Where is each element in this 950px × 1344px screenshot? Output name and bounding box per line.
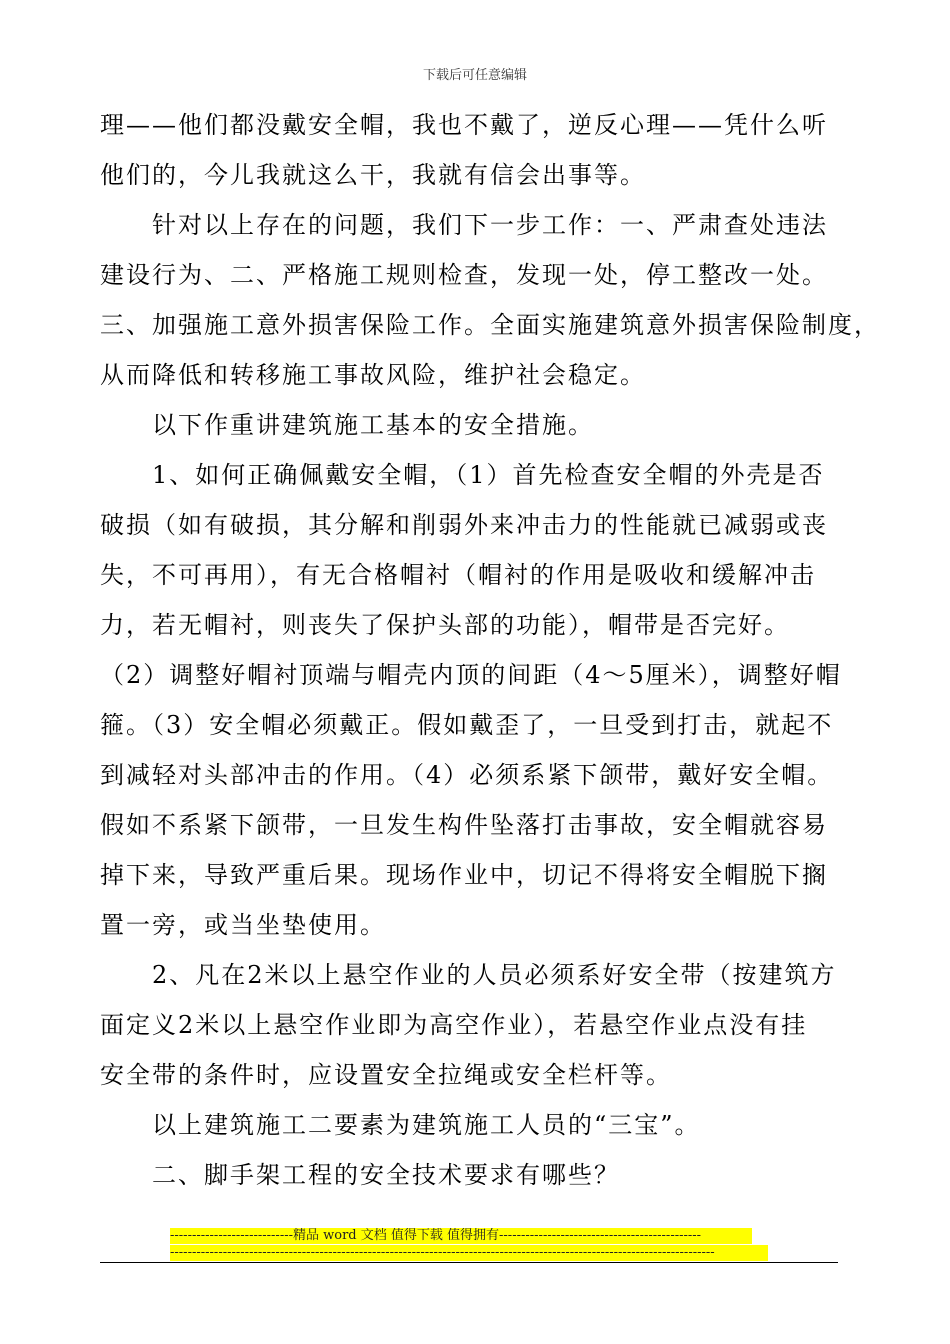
text-line: （2）调整好帽衬顶端与帽壳内顶的间距（4～5厘米），调整好帽 bbox=[100, 661, 842, 689]
footer-dash-line: ---------------------------------------------------------------------------------------------------------------------------- bbox=[170, 1245, 768, 1261]
text-line: 建设行为、二、严格施工规则检查，发现一处，停工整改一处。 bbox=[100, 261, 828, 289]
text-line: 破损（如有破损，其分解和削弱外来冲击力的性能就已减弱或丧 bbox=[100, 511, 828, 539]
text-line: 失，不可再用），有无合格帽衬（帽衬的作用是吸收和缓解冲击 bbox=[100, 561, 816, 589]
text-line: 从而降低和转移施工事故风险，维护社会稳定。 bbox=[100, 361, 646, 389]
footer-divider bbox=[100, 1262, 838, 1263]
text-line: 安全带的条件时，应设置安全拉绳或安全栏杆等。 bbox=[100, 1061, 672, 1089]
text-line: 到减轻对头部冲击的作用。（4）必须系紧下颌带，戴好安全帽。 bbox=[100, 761, 834, 789]
text-line: 面定义2米以上悬空作业即为高空作业），若悬空作业点没有挂 bbox=[100, 1011, 808, 1039]
text-line: 掉下来，导致严重后果。现场作业中，切记不得将安全帽脱下搁 bbox=[100, 861, 828, 889]
text-line: 针对以上存在的问题，我们下一步工作：一、严肃查处违法 bbox=[100, 211, 828, 239]
text-line: 置一旁，或当坐垫使用。 bbox=[100, 911, 386, 939]
text-line: 以下作重讲建筑施工基本的安全措施。 bbox=[100, 411, 594, 439]
text-line: 箍。（3）安全帽必须戴正。假如戴歪了，一旦受到打击，就起不 bbox=[100, 711, 834, 739]
text-line: 理——他们都没戴安全帽，我也不戴了，逆反心理——凭什么听 bbox=[100, 111, 828, 139]
text-line: 二、脚手架工程的安全技术要求有哪些？ bbox=[100, 1161, 620, 1189]
text-line: 假如不系紧下颌带，一旦发生构件坠落打击事故，安全帽就容易 bbox=[100, 811, 828, 839]
text-line: 以上建筑施工二要素为建筑施工人员的“三宝”。 bbox=[100, 1111, 701, 1139]
text-line: 他们的，今儿我就这么干，我就有信会出事等。 bbox=[100, 161, 646, 189]
page-header: 下载后可任意编辑 bbox=[422, 68, 527, 83]
text-line: 三、加强施工意外损害保险工作。全面实施建筑意外损害保险制度， bbox=[100, 311, 880, 339]
text-line: 1、如何正确佩戴安全帽，（1）首先检查安全帽的外壳是否 bbox=[100, 461, 825, 489]
footer-banner: ----------------------------精品 word 文档 值得下载 值得拥有---------------------------------------------- bbox=[170, 1228, 752, 1244]
text-line: 力，若无帽衬，则丧失了保护头部的功能），帽带是否完好。 bbox=[100, 611, 790, 639]
text-line: 2、凡在2米以上悬空作业的人员必须系好安全带（按建筑方 bbox=[100, 961, 837, 989]
